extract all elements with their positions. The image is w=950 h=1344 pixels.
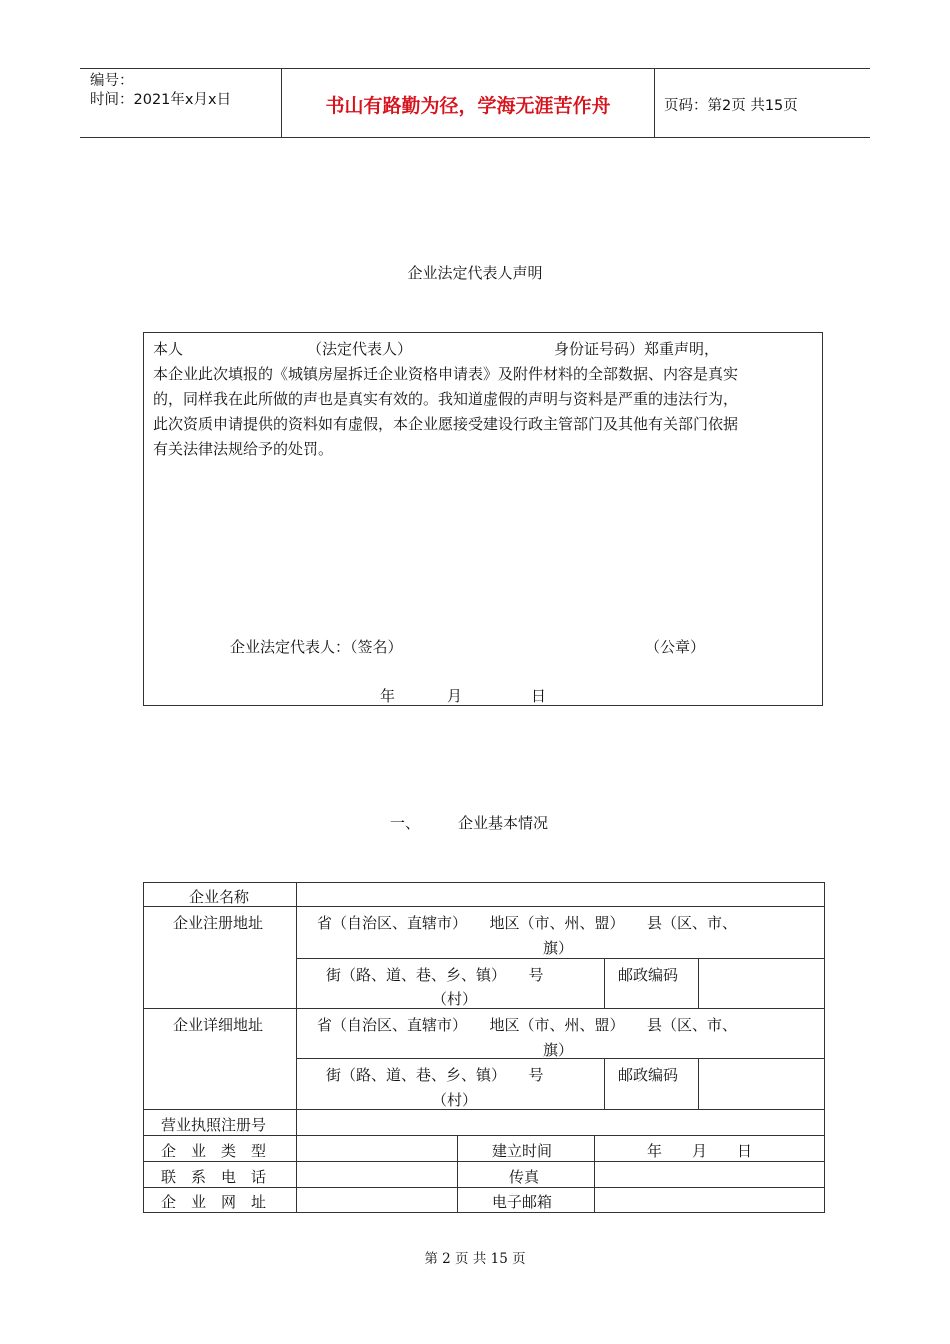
document-time-label: 时间：2021年x月x日 (90, 92, 232, 108)
registered-address-line: 省（自治区、直辖市） 地区（市、州、盟） 县（区、市、 (317, 914, 738, 932)
date-year-label: 年 (380, 687, 396, 705)
established-value: 年 月 日 (647, 1142, 753, 1160)
email-label: 电子邮箱 (492, 1193, 553, 1211)
detailed-address-line: 省（自治区、直辖市） 地区（市、州、盟） 县（区、市、 (317, 1016, 738, 1034)
detailed-street-line: 街（路、道、巷、乡、镇） 号 (326, 1066, 544, 1084)
registered-postcode-label: 邮政编码 (618, 966, 679, 984)
section-title: 企业基本情况 (458, 814, 549, 832)
registered-street-line: （村） (432, 990, 478, 1008)
detailed-address-label: 企业详细地址 (173, 1016, 264, 1034)
phone-label: 联 系 电 话 (161, 1168, 267, 1186)
detailed-address-line: 旗） (543, 1041, 574, 1059)
company-type-label: 企 业 类 型 (161, 1142, 267, 1160)
registered-address-line: 旗） (543, 939, 574, 957)
header-divider (654, 69, 655, 137)
header-motto: 书山有路勤为径，学海无涯苦作舟 (325, 95, 611, 117)
date-day-label: 日 (531, 687, 547, 705)
section-number: 一、 (390, 814, 421, 832)
declaration-title: 企业法定代表人声明 (407, 264, 543, 282)
seal-label: （公章） (645, 638, 706, 656)
detailed-street-line: （村） (432, 1091, 478, 1109)
declaration-body-line: 此次资质申请提供的资料如有虚假，本企业愿接受建设行政主管部门及其他有关部门依据 (153, 415, 739, 433)
registered-street-line: 街（路、道、巷、乡、镇） 号 (326, 966, 544, 984)
declaration-body-line: 本企业此次填报的《城镇房屋拆迁企业资格申请表》及附件材料的全部数据、内容是真实 (153, 365, 739, 383)
date-month-label: 月 (447, 687, 463, 705)
declaration-body-line: 有关法律法规给予的处罚。 (153, 440, 334, 458)
declaration-id-label: 身份证号码）郑重声明， (554, 340, 720, 358)
company-name-label: 企业名称 (189, 888, 250, 906)
declaration-rep-label: （法定代表人） (307, 340, 413, 358)
signature-label: 企业法定代表人：（签名） (230, 638, 403, 656)
header-meta (90, 72, 231, 110)
page-header (80, 68, 870, 138)
declaration-body-line: 的，同样我在此所做的声也是真实有效的。我知道虚假的声明与资料是严重的违法行为， (153, 390, 739, 408)
business-license-label: 营业执照注册号 (161, 1116, 267, 1134)
declaration-box (143, 332, 823, 706)
detailed-postcode-label: 邮政编码 (618, 1066, 679, 1084)
document-number-label: 编号： (90, 73, 134, 89)
fax-label: 传真 (509, 1168, 540, 1186)
basic-info-table (143, 882, 825, 1213)
page-footer: 第 2 页 共 15 页 (424, 1251, 526, 1267)
website-label: 企 业 网 址 (161, 1193, 267, 1211)
registered-address-label: 企业注册地址 (173, 914, 264, 932)
header-page-number: 页码：第2页 共15页 (664, 98, 798, 114)
established-label: 建立时间 (492, 1142, 553, 1160)
declaration-line-intro: 本人 (153, 340, 184, 358)
